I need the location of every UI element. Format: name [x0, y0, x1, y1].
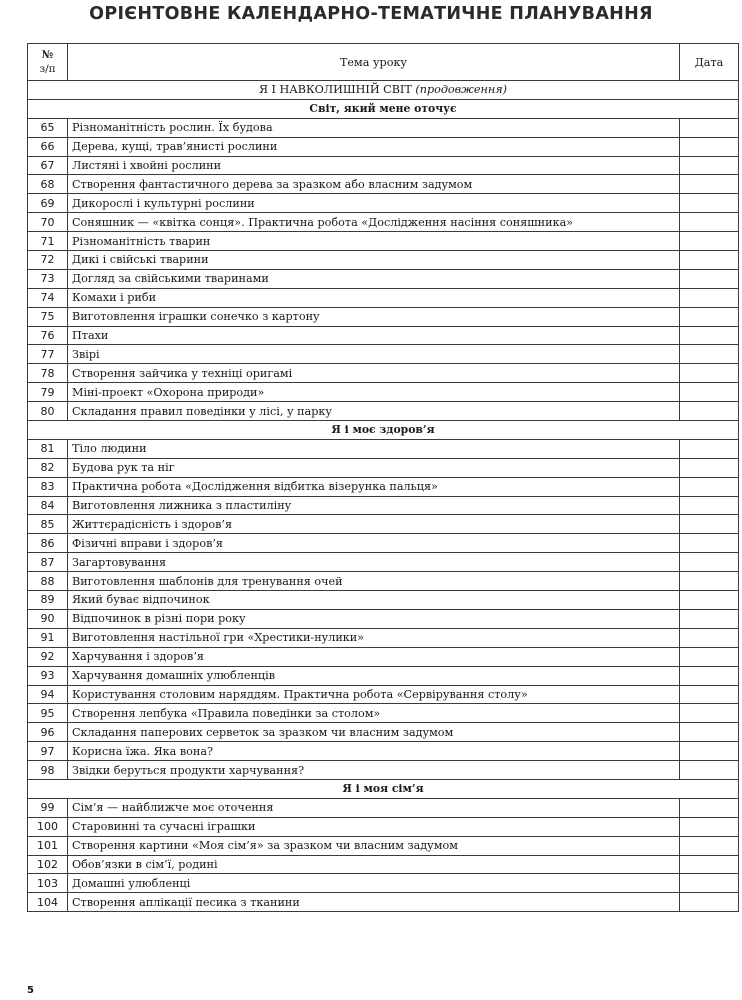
page-number: 5	[27, 985, 34, 996]
table-row	[28, 137, 739, 156]
lesson-topic: Створення зайчика у техніці оригамі	[68, 364, 680, 383]
lesson-date-cell[interactable]	[680, 704, 739, 723]
lesson-date-cell[interactable]	[680, 496, 739, 515]
lesson-topic: Звідки беруться продукти харчування?	[68, 761, 680, 780]
lesson-date-cell[interactable]	[680, 798, 739, 817]
lesson-topic: Складання правил поведінки у лісі, у парку	[68, 402, 680, 421]
table-row	[28, 572, 739, 591]
lesson-topic: Дерева, кущі, трав’янисті рослини	[68, 137, 680, 156]
subsection-row	[28, 779, 739, 798]
lesson-topic: Створення картини «Моя сім’я» за зразком чи власним задумом	[68, 836, 680, 855]
lesson-date-cell[interactable]	[680, 742, 739, 761]
lesson-topic: Виготовлення іграшки сонечко з картону	[68, 307, 680, 326]
lesson-number: 83	[28, 477, 68, 496]
lesson-topic: Різноманітність рослин. Їх будова	[68, 118, 680, 137]
lesson-topic: Листяні і хвойні рослини	[68, 156, 680, 175]
lesson-date-cell[interactable]	[680, 269, 739, 288]
subsection-row	[28, 99, 739, 118]
lesson-number: 104	[28, 893, 68, 912]
table-row	[28, 798, 739, 817]
lesson-date-cell[interactable]	[680, 288, 739, 307]
lesson-date-cell[interactable]	[680, 761, 739, 780]
lesson-topic: Сім’я — найближче моє оточення	[68, 798, 680, 817]
section-row	[28, 81, 739, 100]
lesson-topic: Життєрадісність і здоров’я	[68, 515, 680, 534]
lesson-date-cell[interactable]	[680, 477, 739, 496]
lesson-number: 70	[28, 213, 68, 232]
lesson-topic: Старовинні та сучасні іграшки	[68, 817, 680, 836]
lesson-topic: Практична робота «Дослідження відбитка візерунка пальця»	[68, 477, 680, 496]
lesson-number: 66	[28, 137, 68, 156]
lesson-date-cell[interactable]	[680, 647, 739, 666]
date-column-header: Дата	[680, 44, 739, 81]
lesson-topic: Створення аплікації песика з тканини	[68, 893, 680, 912]
table-row	[28, 761, 739, 780]
lesson-number: 99	[28, 798, 68, 817]
lesson-topic: Домашні улюбленці	[68, 874, 680, 893]
lesson-number: 87	[28, 553, 68, 572]
lesson-number: 81	[28, 439, 68, 458]
lesson-topic: Фізичні вправи і здоров’я	[68, 534, 680, 553]
lesson-date-cell[interactable]	[680, 534, 739, 553]
table-row	[28, 591, 739, 610]
lesson-date-cell[interactable]	[680, 175, 739, 194]
lesson-number: 65	[28, 118, 68, 137]
lesson-topic: Дикі і свійські тварини	[68, 251, 680, 270]
lesson-topic: Тіло людини	[68, 439, 680, 458]
table-row	[28, 175, 739, 194]
lesson-number: 88	[28, 572, 68, 591]
lesson-number: 80	[28, 402, 68, 421]
table-row	[28, 553, 739, 572]
lesson-topic: Відпочинок в різні пори року	[68, 609, 680, 628]
lesson-date-cell[interactable]	[680, 553, 739, 572]
section-note: (продовження)	[415, 83, 508, 97]
table-row	[28, 326, 739, 345]
lesson-number: 72	[28, 251, 68, 270]
lesson-topic: Харчування і здоров’я	[68, 647, 680, 666]
table-row	[28, 666, 739, 685]
lesson-number: 93	[28, 666, 68, 685]
lesson-number: 74	[28, 288, 68, 307]
lesson-number: 77	[28, 345, 68, 364]
table-row	[28, 836, 739, 855]
subsection-row	[28, 421, 739, 440]
lesson-date-cell[interactable]	[680, 572, 739, 591]
lesson-number: 95	[28, 704, 68, 723]
lesson-date-cell[interactable]	[680, 213, 739, 232]
lesson-number: 98	[28, 761, 68, 780]
lesson-topic: Дикорослі і культурні рослини	[68, 194, 680, 213]
lesson-date-cell[interactable]	[680, 232, 739, 251]
lesson-number: 96	[28, 723, 68, 742]
subsection-title: Я і моя сім’я	[28, 779, 739, 798]
lesson-topic: Соняшник — «квітка сонця». Практична робота «Дослідження насіння соняшника»	[68, 213, 680, 232]
lesson-plan-table	[27, 43, 739, 912]
lesson-topic: Який буває відпочинок	[68, 591, 680, 610]
table-row	[28, 817, 739, 836]
table-row	[28, 515, 739, 534]
lesson-number: 82	[28, 458, 68, 477]
section-title: Я І НАВКОЛИШНІЙ СВІТ	[258, 83, 412, 97]
lesson-number: 97	[28, 742, 68, 761]
lesson-date-cell[interactable]	[680, 364, 739, 383]
table-row	[28, 874, 739, 893]
table-row	[28, 232, 739, 251]
lesson-date-cell[interactable]	[680, 836, 739, 855]
lesson-number: 68	[28, 175, 68, 194]
table-row	[28, 439, 739, 458]
lesson-number: 102	[28, 855, 68, 874]
lesson-date-cell[interactable]	[680, 515, 739, 534]
lesson-number: 89	[28, 591, 68, 610]
table-row	[28, 742, 739, 761]
table-row	[28, 893, 739, 912]
table-row	[28, 647, 739, 666]
subsection-title: Світ, який мене оточує	[28, 99, 739, 118]
lesson-topic: Комахи і риби	[68, 288, 680, 307]
lesson-date-cell[interactable]	[680, 251, 739, 270]
page-title: ОРІЄНТОВНЕ КАЛЕНДАРНО-ТЕМАТИЧНЕ ПЛАНУВАННЯ	[89, 4, 653, 24]
table-row	[28, 288, 739, 307]
lesson-topic: Користування столовим наряддям. Практична робота «Сервірування столу»	[68, 685, 680, 704]
lesson-date-cell[interactable]	[680, 628, 739, 647]
lesson-number: 84	[28, 496, 68, 515]
lesson-date-cell[interactable]	[680, 194, 739, 213]
table-row	[28, 723, 739, 742]
lesson-topic: Виготовлення настільної гри «Хрестики-нулики»	[68, 628, 680, 647]
lesson-number: 75	[28, 307, 68, 326]
lesson-date-cell[interactable]	[680, 326, 739, 345]
table-row	[28, 213, 739, 232]
lesson-topic: Догляд за свійськими тваринами	[68, 269, 680, 288]
lesson-date-cell[interactable]	[680, 685, 739, 704]
lesson-date-cell[interactable]	[680, 723, 739, 742]
table-row	[28, 269, 739, 288]
lesson-number: 92	[28, 647, 68, 666]
lesson-topic: Складання паперових серветок за зразком чи власним задумом	[68, 723, 680, 742]
table-row	[28, 251, 739, 270]
table-row	[28, 477, 739, 496]
lesson-date-cell[interactable]	[680, 666, 739, 685]
lesson-date-cell[interactable]	[680, 874, 739, 893]
lesson-topic: Виготовлення шаблонів для тренування очей	[68, 572, 680, 591]
table-row	[28, 402, 739, 421]
lesson-date-cell[interactable]	[680, 383, 739, 402]
lesson-date-cell[interactable]	[680, 609, 739, 628]
table-row	[28, 534, 739, 553]
lesson-topic: Створення лепбука «Правила поведінки за столом»	[68, 704, 680, 723]
lesson-topic: Міні-проект «Охорона природи»	[68, 383, 680, 402]
lesson-number: 101	[28, 836, 68, 855]
lesson-topic: Загартовування	[68, 553, 680, 572]
topic-column-header: Тема уроку	[68, 44, 680, 81]
lesson-number: 85	[28, 515, 68, 534]
lesson-date-cell[interactable]	[680, 439, 739, 458]
table-row	[28, 496, 739, 515]
lesson-number: 91	[28, 628, 68, 647]
lesson-number: 69	[28, 194, 68, 213]
lesson-date-cell[interactable]	[680, 402, 739, 421]
lesson-topic: Створення фантастичного дерева за зразком або власним задумом	[68, 175, 680, 194]
table-row	[28, 194, 739, 213]
lesson-date-cell[interactable]	[680, 893, 739, 912]
lesson-date-cell[interactable]	[680, 156, 739, 175]
subsection-title: Я і моє здоров’я	[28, 421, 739, 440]
lesson-topic: Різноманітність тварин	[68, 232, 680, 251]
num-header-symbol: №	[41, 49, 54, 61]
lesson-topic: Виготовлення лижника з пластиліну	[68, 496, 680, 515]
table-row	[28, 609, 739, 628]
table-row	[28, 383, 739, 402]
lesson-topic: Звірі	[68, 345, 680, 364]
lesson-date-cell[interactable]	[680, 817, 739, 836]
lesson-number: 71	[28, 232, 68, 251]
table-row	[28, 685, 739, 704]
lesson-topic: Корисна їжа. Яка вона?	[68, 742, 680, 761]
lesson-topic: Будова рук та ніг	[68, 458, 680, 477]
lesson-number: 100	[28, 817, 68, 836]
lesson-number: 103	[28, 874, 68, 893]
table-row	[28, 628, 739, 647]
table-row	[28, 364, 739, 383]
lesson-number: 78	[28, 364, 68, 383]
lesson-number: 73	[28, 269, 68, 288]
num-header-abbr: з/п	[39, 63, 56, 75]
table-row	[28, 307, 739, 326]
lesson-date-cell[interactable]	[680, 345, 739, 364]
lesson-number: 86	[28, 534, 68, 553]
lesson-number: 90	[28, 609, 68, 628]
table-row	[28, 458, 739, 477]
table-header-row	[28, 44, 739, 81]
lesson-date-cell[interactable]	[680, 137, 739, 156]
lesson-number: 79	[28, 383, 68, 402]
lesson-date-cell[interactable]	[680, 591, 739, 610]
lesson-date-cell[interactable]	[680, 855, 739, 874]
table-row	[28, 118, 739, 137]
lesson-date-cell[interactable]	[680, 458, 739, 477]
lesson-topic: Птахи	[68, 326, 680, 345]
lesson-topic: Обов’язки в сім’ї, родині	[68, 855, 680, 874]
lesson-number: 67	[28, 156, 68, 175]
lesson-topic: Харчування домашніх улюбленців	[68, 666, 680, 685]
table-row	[28, 156, 739, 175]
num-column-header	[28, 44, 68, 81]
section-title-cell	[28, 81, 739, 100]
lesson-number: 76	[28, 326, 68, 345]
lesson-number: 94	[28, 685, 68, 704]
lesson-date-cell[interactable]	[680, 307, 739, 326]
table-row	[28, 855, 739, 874]
table-row	[28, 704, 739, 723]
lesson-date-cell[interactable]	[680, 118, 739, 137]
table-row	[28, 345, 739, 364]
